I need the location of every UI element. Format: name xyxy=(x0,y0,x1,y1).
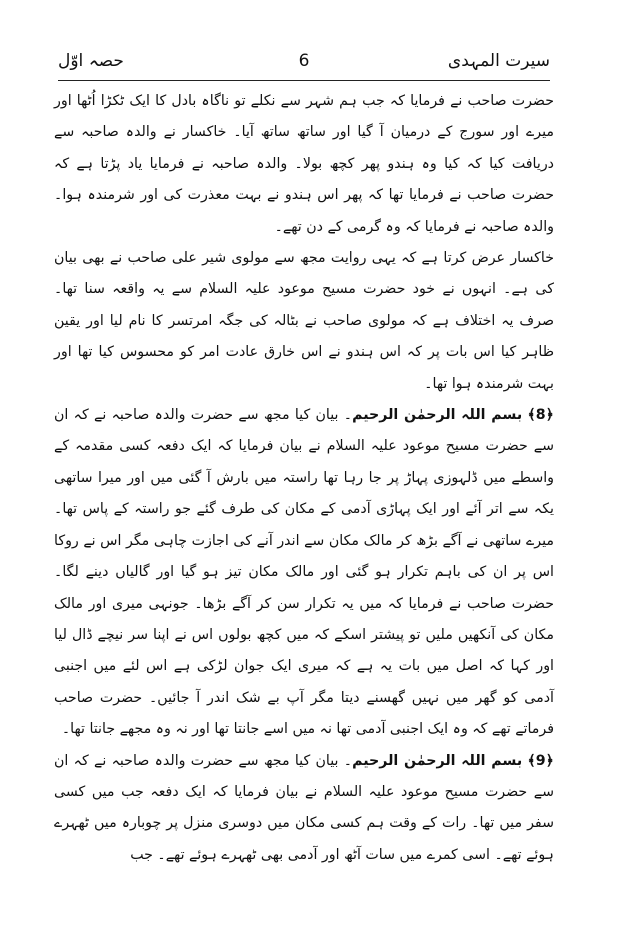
paragraph-text: خاکسار عرض کرتا ہے کہ یہی روایت مجھ سے مولوی شیر علی صاحب نے بھی بیان کی ہے۔ انہوں نے خود حضرت مسیح موعود علیہ السلام سے یہ واقعہ سنا تھا۔ صرف یہ اختلاف ہے کہ مولوی صاحب نے بٹالہ کی جگہ امرتسر کا نام لیا اور یقین ظاہر کیا اس بات پر کہ اس ہندو نے اس خارق عادت امر کو محسوس کیا تھا اور بہت شرمندہ ہوا تھا۔ xyxy=(54,250,554,392)
page-number: 6 xyxy=(298,51,310,71)
paragraph-text: حضرت صاحب نے فرمایا کہ جب ہم شہر سے نکلے تو ناگاہ بادل کا ایک ٹکڑا اُٹھا اور میرے اور سورج کے درمیان آ گیا اور ساتھ ساتھ آیا۔ خاکسار نے والدہ صاحبہ سے دریافت کیا کہ کیا وہ ہندو پھر کچھ بولا۔ والدہ صاحبہ نے فرمایا یاد پڑتا ہے کہ حضرت صاحب نے فرمایا تھا کہ پھر اس ہندو نے بہت معذرت کی اور شرمندہ ہوا۔ والدہ صاحبہ نے فرمایا کہ وہ گرمی کے دن تھے۔ xyxy=(54,93,554,235)
header-divider xyxy=(58,80,550,81)
page-body xyxy=(54,86,554,926)
bismillah: بسم اللہ الرحمٰن الرحیم xyxy=(352,752,523,769)
part-label: حصہ اوّل xyxy=(58,51,124,71)
narration-8 xyxy=(54,400,554,745)
narration-number: ﴿9﴾ xyxy=(527,752,554,769)
narration-number: ﴿8﴾ xyxy=(527,407,554,424)
paragraph xyxy=(54,86,554,243)
bismillah: بسم اللہ الرحمٰن الرحیم xyxy=(352,407,523,424)
paragraph-text: ۔ بیان کیا مجھ سے حضرت والدہ صاحبہ نے کہ ان سے حضرت مسیح موعود علیہ السلام نے بیان فرمایا کہ ایک دفعہ کسی مقدمہ کے واسطے میں ڈلہوزی پہاڑ پر جا رہا تھا راستہ میں بارش آ گئی میں اور میرا ساتھی یکہ سے اتر آئے اور ایک پہاڑی آدمی کے مکان کی طرف گئے جو راستہ کے پاس تھا۔ میرے ساتھی نے آگے بڑھ کر مالک مکان سے اندر آنے کی اجازت چاہی مگر اس نے روکا اس پر ان کی باہم تکرار ہو گئی اور مالک مکان تیز ہو گیا اور گالیاں دینے لگا۔ حضرت صاحب نے فرمایا کہ میں یہ تکرار سن کر آگے بڑھا۔ جونہی میری اور مالک مکان کی آنکھیں ملیں تو پیشتر اسکے کہ میں کچھ بولوں اس نے اپنا سر نیچے ڈال لیا اور کہا کہ اصل میں بات یہ ہے کہ میری ایک جوان لڑکی ہے اس لئے میں اجنبی آدمی کو گھر میں نہیں گھسنے دیتا مگر آپ بے شک اندر آ جائیں۔ حضرت صاحب فرماتے تھے کہ وہ ایک اجنبی آدمی تھا نہ میں اسے جانتا تھا اور نہ وہ مجھے جانتا تھا۔ xyxy=(54,407,554,738)
paragraph-text: ۔ بیان کیا مجھ سے حضرت والدہ صاحبہ نے کہ ان سے حضرت مسیح موعود علیہ السلام نے بیان فرمایا کہ ایک دفعہ جب میں کسی سفر میں تھا۔ رات کے وقت ہم کسی مکان میں دوسری منزل پر چوبارہ میں ٹھہرے ہوئے تھے۔ اسی کمرے میں سات آٹھ اور آدمی بھی ٹھہرے ہوئے تھے۔ جب xyxy=(54,752,554,863)
book-title: سیرت المہدی xyxy=(447,51,550,71)
page-header xyxy=(58,48,550,78)
narration-9 xyxy=(54,746,554,872)
paragraph xyxy=(54,243,554,400)
